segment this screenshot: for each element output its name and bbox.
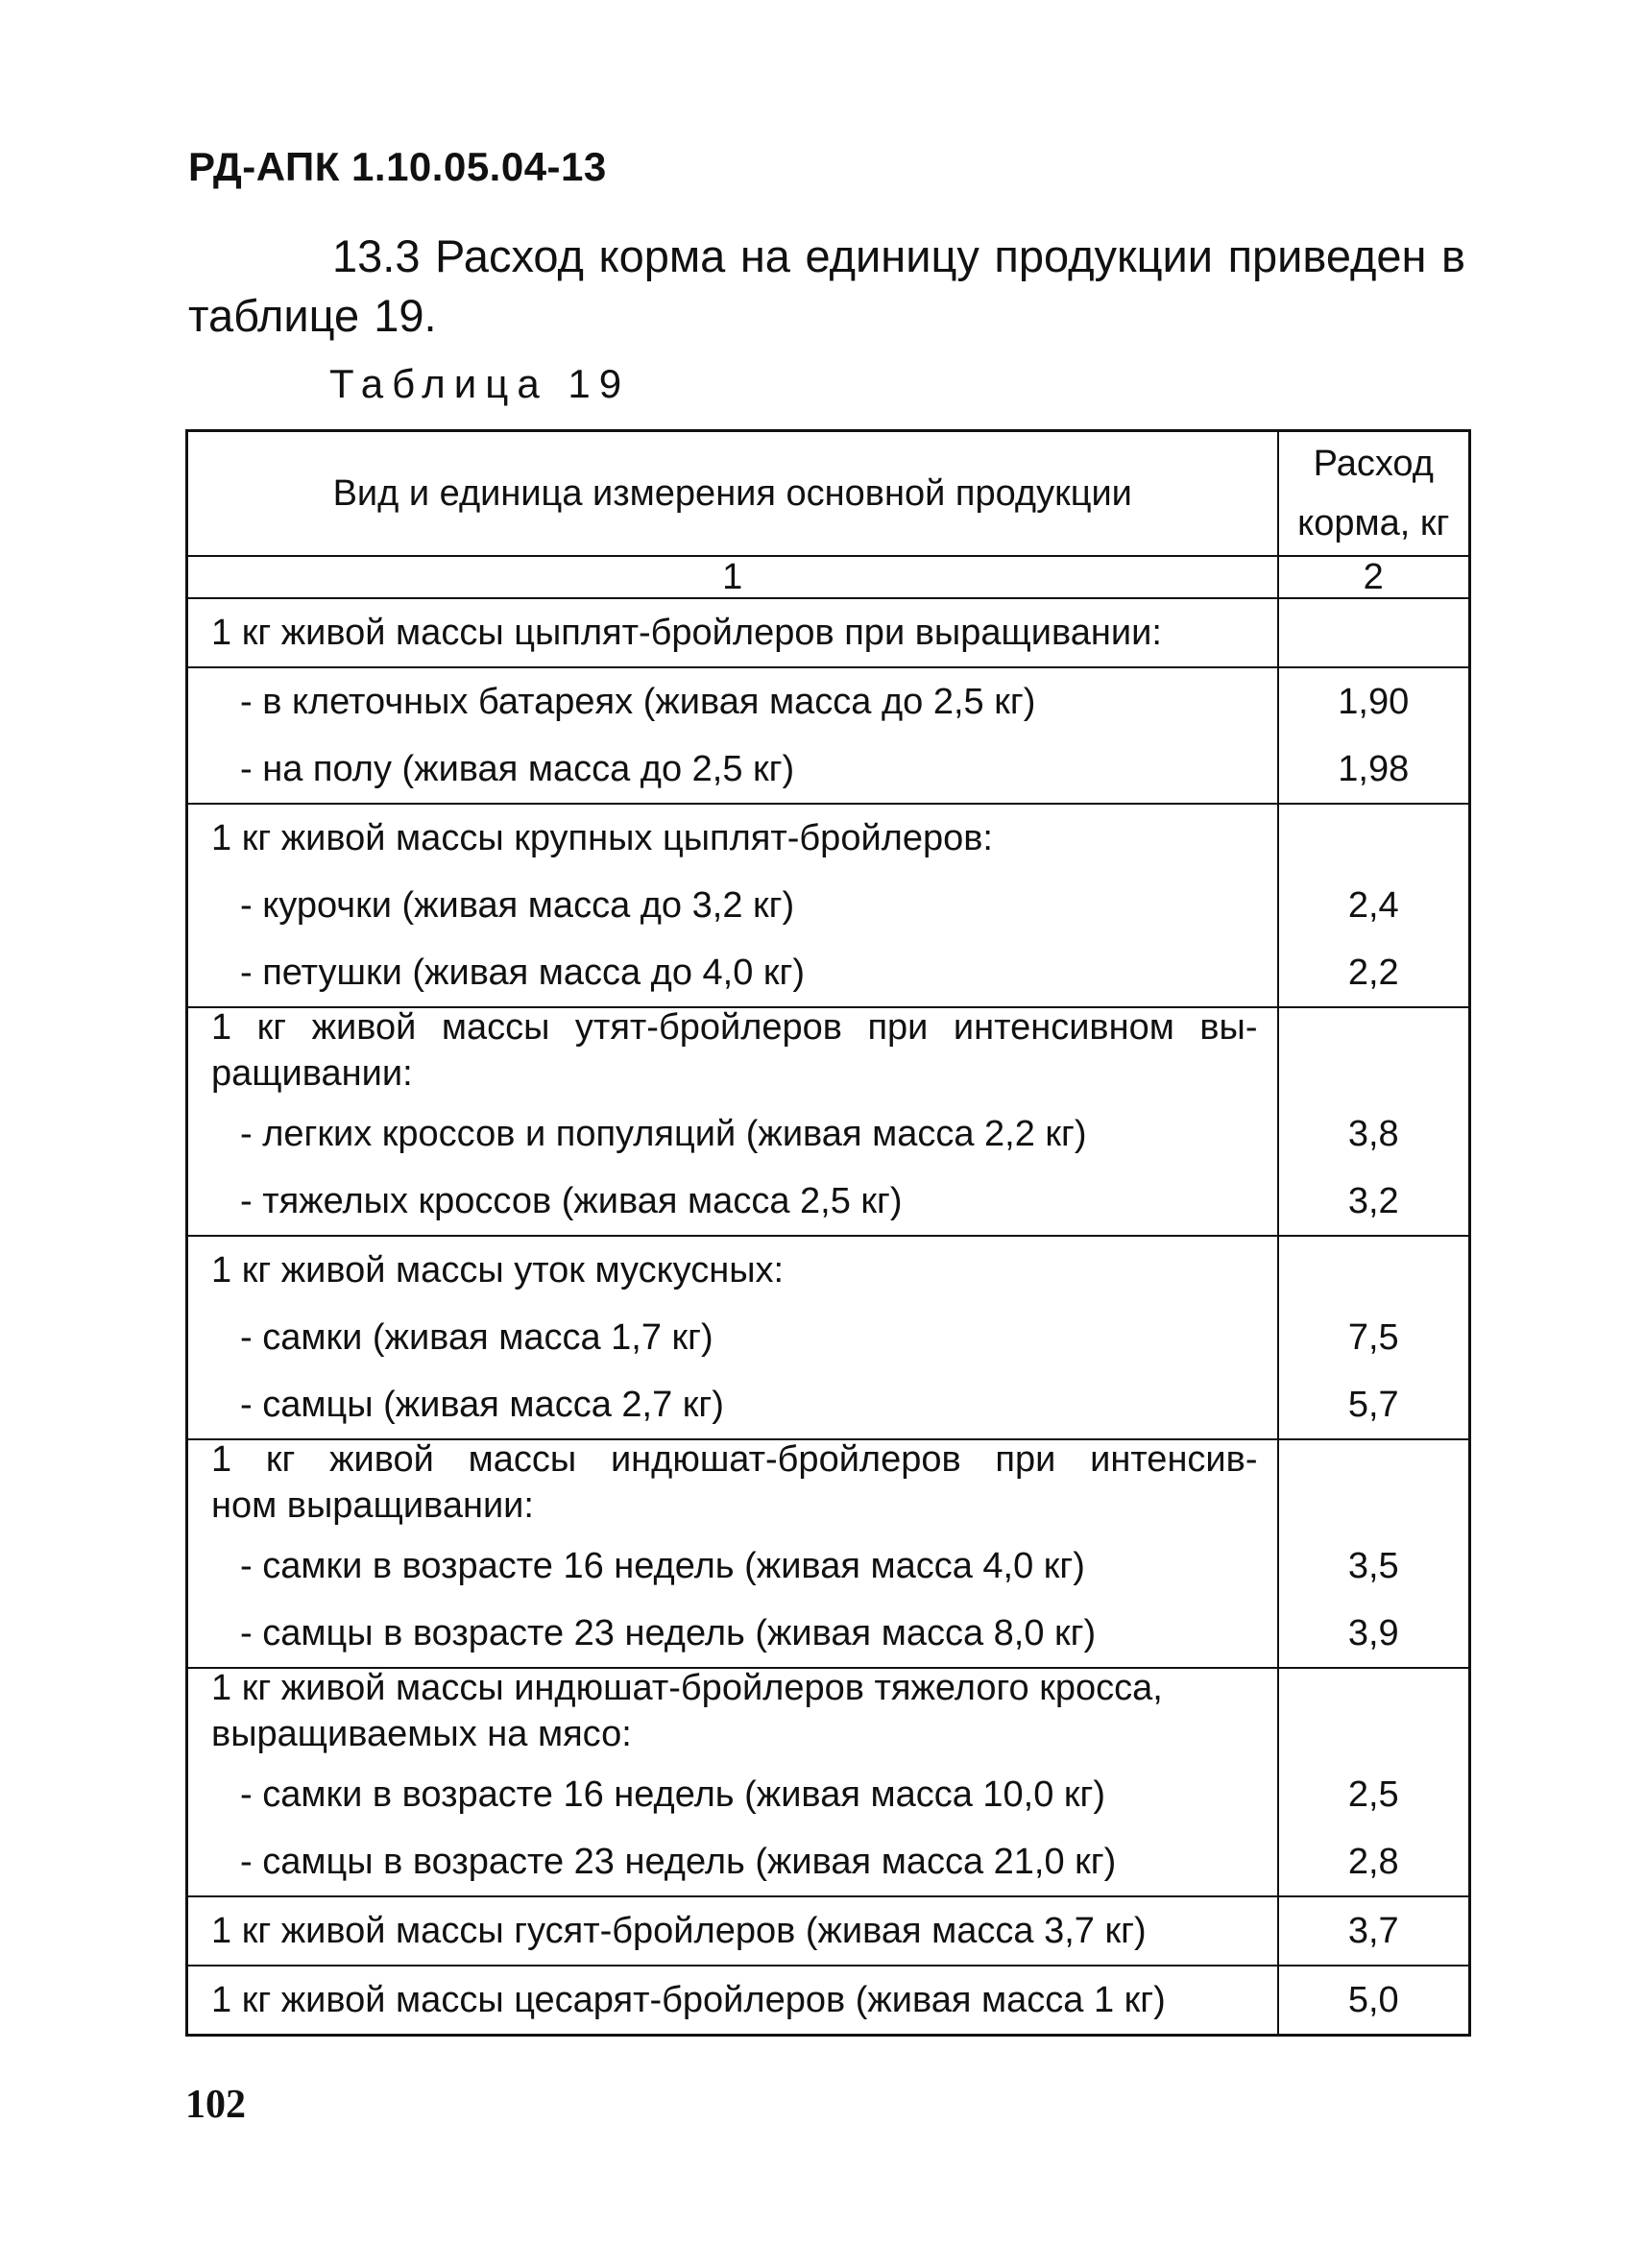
- feed-value: 1,90: [1338, 682, 1410, 722]
- list-item: - самцы в возрасте 23 недель (живая масса 8,0 кг): [240, 1613, 1097, 1653]
- list-item: - на полу (живая масса до 2,5 кг): [240, 749, 795, 789]
- group-title-line: 1 кг живой массы крупных цыплят-бройлеров:: [211, 818, 993, 858]
- table-row: [187, 1236, 1470, 1439]
- blank-value: [1279, 1440, 1469, 1486]
- group-title-line: 1 кг живой массы цыплят-бройлеров при выращивании:: [211, 613, 1162, 653]
- group-values-cell: [1278, 1668, 1470, 1896]
- table-caption: Таблица 19: [329, 361, 631, 406]
- feed-value: 3,7: [1347, 1911, 1399, 1951]
- blank-value: [1279, 1237, 1469, 1304]
- list-item: - петушки (живая масса до 4,0 кг): [240, 953, 806, 993]
- feed-value: 2,5: [1347, 1774, 1399, 1815]
- table-header-row: [187, 431, 1470, 557]
- feed-value: 2,4: [1347, 885, 1399, 926]
- list-item: - самки (живая масса 1,7 кг): [240, 1317, 713, 1358]
- group-values-cell: [1278, 1439, 1470, 1668]
- group-title-line: 1 кг живой массы индюшат-бройлеров тяжелого кросса,: [211, 1668, 1163, 1708]
- list-item: - легких кроссов и популяций (живая масса 2,2 кг): [240, 1114, 1087, 1154]
- group-title-line: 1 кг живой массы индюшат-бройлеров при интенсив-: [211, 1439, 1258, 1480]
- column-number-1: 1: [187, 556, 1278, 598]
- table-row: [187, 1007, 1470, 1236]
- table-row: [187, 1439, 1470, 1668]
- group-title-line: 1 кг живой массы гусят-бройлеров (живая масса 3,7 кг): [211, 1911, 1147, 1951]
- column-header-feed-line1: Расход: [1313, 444, 1434, 484]
- column-number-2: 2: [1278, 556, 1470, 598]
- group-items-cell: [187, 667, 1278, 804]
- table-row: [187, 1668, 1470, 1896]
- group-cell: [187, 1966, 1278, 2036]
- feed-value: 3,9: [1347, 1613, 1399, 1653]
- group-title-line: выращиваемых на мясо:: [211, 1714, 632, 1754]
- feed-value: 2,8: [1347, 1842, 1399, 1882]
- group-cell: [187, 1007, 1278, 1236]
- group-values-cell: [1278, 804, 1470, 1007]
- blank-value: [1279, 1669, 1469, 1715]
- column-header-product: Вид и единица измерения основной продукции: [187, 431, 1278, 557]
- blank-value: [1279, 1715, 1469, 1761]
- group-value-cell: [1278, 598, 1470, 667]
- table-row: [187, 598, 1470, 667]
- group-cell: [187, 804, 1278, 1007]
- feed-value: 7,5: [1347, 1317, 1399, 1358]
- list-item: - курочки (живая масса до 3,2 кг): [240, 885, 795, 926]
- page-number: 102: [185, 2083, 246, 2127]
- column-header-feed: [1278, 431, 1470, 557]
- group-title-line: 1 кг живой массы уток мускусных:: [211, 1250, 785, 1291]
- list-item: - в клеточных батареях (живая масса до 2,5 кг): [240, 682, 1036, 722]
- group-cell: [187, 1439, 1278, 1668]
- feed-value: 3,8: [1347, 1114, 1399, 1154]
- feed-value: 3,5: [1347, 1546, 1399, 1586]
- column-number-row: [187, 556, 1470, 598]
- feed-value: 3,2: [1347, 1181, 1399, 1221]
- feed-value: 5,7: [1347, 1385, 1399, 1425]
- group-values-cell: [1278, 667, 1470, 804]
- feed-value: 2,2: [1347, 953, 1399, 993]
- group-title-line: ращивании:: [211, 1053, 413, 1094]
- list-item: - тяжелых кроссов (живая масса 2,5 кг): [240, 1181, 903, 1221]
- blank-value: [1279, 1008, 1469, 1054]
- table-row: [187, 1966, 1470, 2036]
- group-cell: [187, 1668, 1278, 1896]
- group-values-cell: [1278, 1007, 1470, 1236]
- group-cell: [187, 1236, 1278, 1439]
- table-row: [187, 804, 1470, 1007]
- group-values-cell: [1278, 1896, 1470, 1966]
- table-row: [187, 1896, 1470, 1966]
- document-code: РД-АПК 1.10.05.04-13: [188, 144, 607, 189]
- list-item: - самки в возрасте 16 недель (живая масса 4,0 кг): [240, 1546, 1085, 1586]
- section-paragraph: 13.3 Расход корма на единицу продукции приведен в таблице 19.: [188, 230, 1465, 341]
- table-row: [187, 667, 1470, 804]
- blank-value: [1279, 1486, 1469, 1532]
- list-item: - самцы в возрасте 23 недель (живая масса 21,0 кг): [240, 1842, 1117, 1882]
- list-item: - самки в возрасте 16 недель (живая масса 10,0 кг): [240, 1774, 1106, 1815]
- feed-value: 5,0: [1347, 1980, 1399, 2020]
- group-title-line: 1 кг живой массы цесарят-бройлеров (живая масса 1 кг): [211, 1980, 1166, 2020]
- group-values-cell: [1278, 1236, 1470, 1439]
- group-title-cell: [187, 598, 1278, 667]
- group-values-cell: [1278, 1966, 1470, 2036]
- group-title-line: ном выращивании:: [211, 1485, 534, 1526]
- group-cell: [187, 1896, 1278, 1966]
- list-item: - самцы (живая масса 2,7 кг): [240, 1385, 724, 1425]
- blank-value: [1279, 805, 1469, 872]
- feed-consumption-table: [185, 429, 1471, 2037]
- blank-value: [1279, 1054, 1469, 1100]
- column-header-feed-line2: корма, кг: [1297, 503, 1450, 543]
- feed-value: 1,98: [1338, 749, 1410, 789]
- group-title-line: 1 кг живой массы утят-бройлеров при интенсивном вы-: [211, 1007, 1258, 1048]
